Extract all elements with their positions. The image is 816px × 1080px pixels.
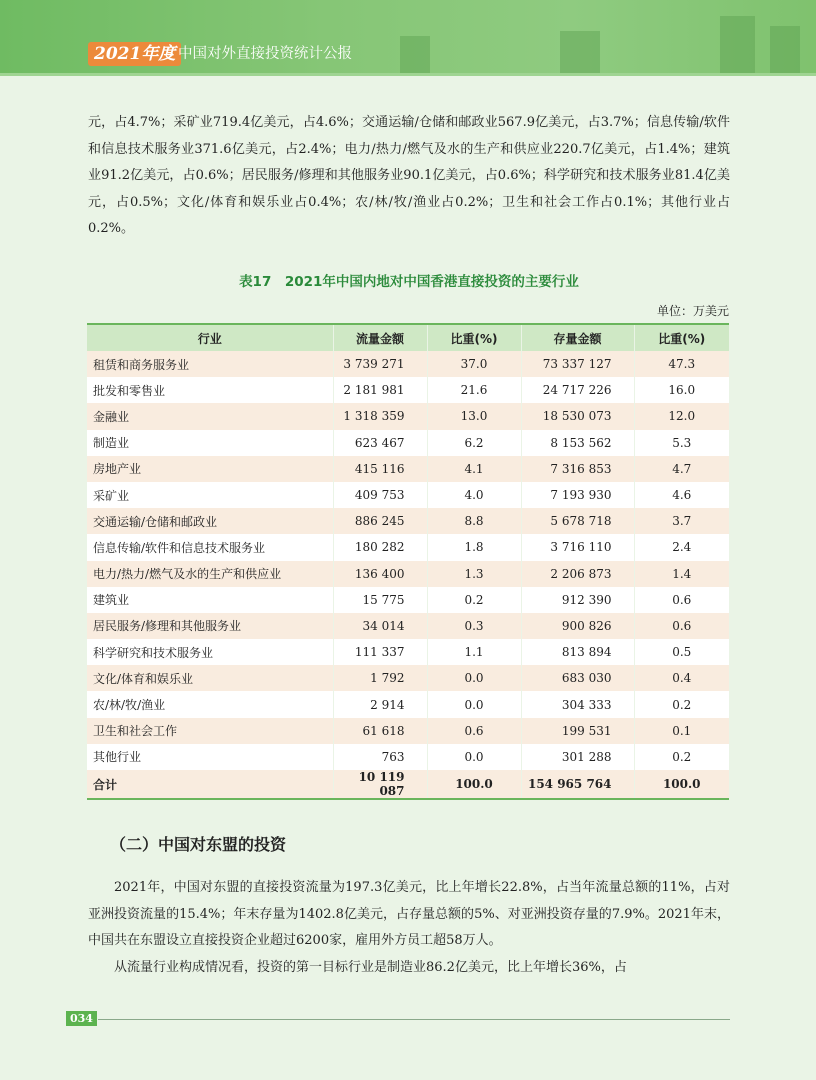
table-cell: 0.6: [427, 718, 521, 744]
table-cell: 科学研究和技术服务业: [87, 639, 333, 665]
table-cell: 0.4: [672, 671, 692, 686]
table-cell: 61 618: [333, 718, 427, 744]
table-cell: 683 030: [521, 665, 634, 691]
building-decoration: [560, 31, 600, 76]
table-row: [87, 482, 729, 508]
table-cell: 信息传输/软件和信息技术服务业: [87, 534, 333, 560]
building-decoration: [770, 26, 800, 76]
banner-divider: [0, 73, 816, 76]
table-cell: 21.6: [427, 377, 521, 403]
table-cell: 8 153 562: [521, 430, 634, 456]
table-cell: 0.6: [672, 592, 692, 607]
table-row: [87, 587, 729, 613]
table-row: [87, 613, 729, 639]
table-cell: 18 530 073: [521, 403, 634, 429]
industry-paragraph: 从流量行业构成情况看，投资的第一目标行业是制造业86.2亿美元，比上年增长36%，占: [114, 960, 627, 975]
table-cell: 金融业: [87, 403, 333, 429]
table-cell: 180 282: [333, 534, 427, 560]
table-cell: 批发和零售业: [87, 377, 333, 403]
table-cell: 0.2: [672, 697, 692, 712]
column-header: 比重(%): [658, 331, 706, 346]
table-cell: 1 318 359: [333, 403, 427, 429]
table-cell: 卫生和社会工作: [87, 718, 333, 744]
table-cell: 10 119 087: [333, 770, 427, 799]
building-decoration: [720, 16, 755, 76]
table-cell: 7 316 853: [521, 456, 634, 482]
table-cell: 900 826: [521, 613, 634, 639]
page-number: 034: [66, 1011, 97, 1026]
table-cell: 其他行业: [87, 744, 333, 770]
table-cell: 111 337: [333, 639, 427, 665]
table-cell: 交通运输/仓储和邮政业: [87, 508, 333, 534]
intro-paragraph: 元，占4.7%；采矿业719.4亿美元，占4.6%；交通运输/仓储和邮政业567.9亿美元，占3.7%；信息传输/软件和信息技术服务业371.6亿美元，占2.4%；电力/热力/燃气及水的生产和供应业220.7亿美元，占1.4%；建筑业91.2亿美元，占0.6%；居民服务/修理和其他服务业90.1亿美元，占0.6%；科学研究和技术服务业81.4亿美元，占0.5%；文化/体育和娱乐业占0.4%；农/林/牧/渔业占0.2%；卫生和社会工作占0.1%；其他行业占0.2%。: [88, 115, 730, 236]
table-cell: 农/林/牧/渔业: [87, 691, 333, 717]
table-cell: 0.3: [427, 613, 521, 639]
table-total-row: [87, 770, 729, 799]
table-cell: 7 193 930: [521, 482, 634, 508]
table-cell: 4.0: [427, 482, 521, 508]
footer-divider: [98, 1019, 730, 1020]
table-cell: 1 792: [333, 665, 427, 691]
table-cell: 6.2: [427, 430, 521, 456]
table-cell: 制造业: [87, 430, 333, 456]
table-cell: 4.1: [427, 456, 521, 482]
table-unit: 单位：万美元: [656, 304, 729, 318]
table-row: [87, 403, 729, 429]
table-cell: 1.8: [427, 534, 521, 560]
table-cell: 0.0: [427, 744, 521, 770]
table-row: [87, 665, 729, 691]
table-cell: 2.4: [672, 540, 692, 555]
table-cell: 136 400: [333, 561, 427, 587]
table-cell: 763: [333, 744, 427, 770]
table-cell: 电力/热力/燃气及水的生产和供应业: [87, 561, 333, 587]
table-row: [87, 744, 729, 770]
table-cell: 73 337 127: [521, 351, 634, 377]
asean-paragraph: 2021年，中国对东盟的直接投资流量为197.3亿美元，比上年增长22.8%，占当年流量总额的11%，占对亚洲投资流量的15.4%；年末存量为1402.8亿美元，占存量总额的5%、对亚洲投资存量的7.9%。2021年末，中国共在东盟设立直接投资企业超过6200家，雇用外方员工超58万人。: [88, 880, 730, 948]
table-cell: 100.0: [662, 777, 701, 791]
table-cell: 0.5: [672, 645, 692, 660]
table-cell: 623 467: [333, 430, 427, 456]
table-cell: 415 116: [333, 456, 427, 482]
table-cell: 13.0: [427, 403, 521, 429]
table-cell: 0.6: [672, 618, 692, 633]
table-cell: 2 206 873: [521, 561, 634, 587]
column-header: 流量金额: [333, 324, 427, 351]
table-cell: 5 678 718: [521, 508, 634, 534]
table-cell: 0.2: [427, 587, 521, 613]
table-cell: 1.3: [427, 561, 521, 587]
table-row: [87, 718, 729, 744]
section-title: （二）中国对东盟的投资: [110, 835, 287, 854]
header-banner: [0, 0, 816, 76]
table-cell: 4.7: [672, 461, 692, 476]
table-cell: 8.8: [427, 508, 521, 534]
table-cell: 0.2: [672, 749, 692, 764]
table-cell: 47.3: [668, 357, 696, 372]
table-cell: 301 288: [521, 744, 634, 770]
column-header: 存量金额: [521, 324, 634, 351]
table-cell: 4.6: [672, 488, 692, 503]
table-cell: 2 181 981: [333, 377, 427, 403]
building-decoration: [400, 36, 430, 76]
table-row: [87, 377, 729, 403]
table-cell: 居民服务/修理和其他服务业: [87, 613, 333, 639]
table-cell: 租赁和商务服务业: [87, 351, 333, 377]
table-row: [87, 561, 729, 587]
table-cell: 16.0: [668, 383, 696, 398]
table-header-row: [87, 324, 729, 351]
table-cell: 3 739 271: [333, 351, 427, 377]
table-cell: 5.3: [672, 435, 692, 450]
table-cell: 0.1: [672, 723, 692, 738]
table-cell: 文化/体育和娱乐业: [87, 665, 333, 691]
table-cell: 1.1: [427, 639, 521, 665]
table-cell: 15 775: [333, 587, 427, 613]
table-cell: 37.0: [427, 351, 521, 377]
table-cell: 建筑业: [87, 587, 333, 613]
table-cell: 房地产业: [87, 456, 333, 482]
table-cell: 813 894: [521, 639, 634, 665]
table-cell: 199 531: [521, 718, 634, 744]
table-cell: 0.0: [427, 691, 521, 717]
table-cell: 1.4: [672, 566, 692, 581]
table-caption: 表17 2021年中国内地对中国香港直接投资的主要行业: [239, 274, 579, 290]
table-cell: 采矿业: [87, 482, 333, 508]
table-cell: 2 914: [333, 691, 427, 717]
table-cell: 886 245: [333, 508, 427, 534]
table-cell: 304 333: [521, 691, 634, 717]
table-cell: 912 390: [521, 587, 634, 613]
table-row: [87, 430, 729, 456]
table-cell: 24 717 226: [521, 377, 634, 403]
column-header: 行业: [87, 324, 333, 351]
table-row: [87, 508, 729, 534]
table-cell: 34 014: [333, 613, 427, 639]
industry-table: [87, 323, 729, 800]
table-row: [87, 534, 729, 560]
table-cell: 100.0: [427, 770, 521, 799]
table-row: [87, 456, 729, 482]
column-header: 比重(%): [427, 324, 521, 351]
table-cell: 0.0: [427, 665, 521, 691]
table-cell: 3 716 110: [521, 534, 634, 560]
table-row: [87, 351, 729, 377]
table-cell: 3.7: [672, 514, 692, 529]
table-cell: 12.0: [668, 409, 696, 424]
table-cell: 409 753: [333, 482, 427, 508]
table-row: [87, 639, 729, 665]
report-title: 中国对外直接投资统计公报: [178, 46, 352, 62]
year-badge: 2021年度: [88, 42, 181, 66]
table-row: [87, 691, 729, 717]
table-cell: 合计: [87, 770, 333, 799]
table-cell: 154 965 764: [521, 770, 634, 799]
